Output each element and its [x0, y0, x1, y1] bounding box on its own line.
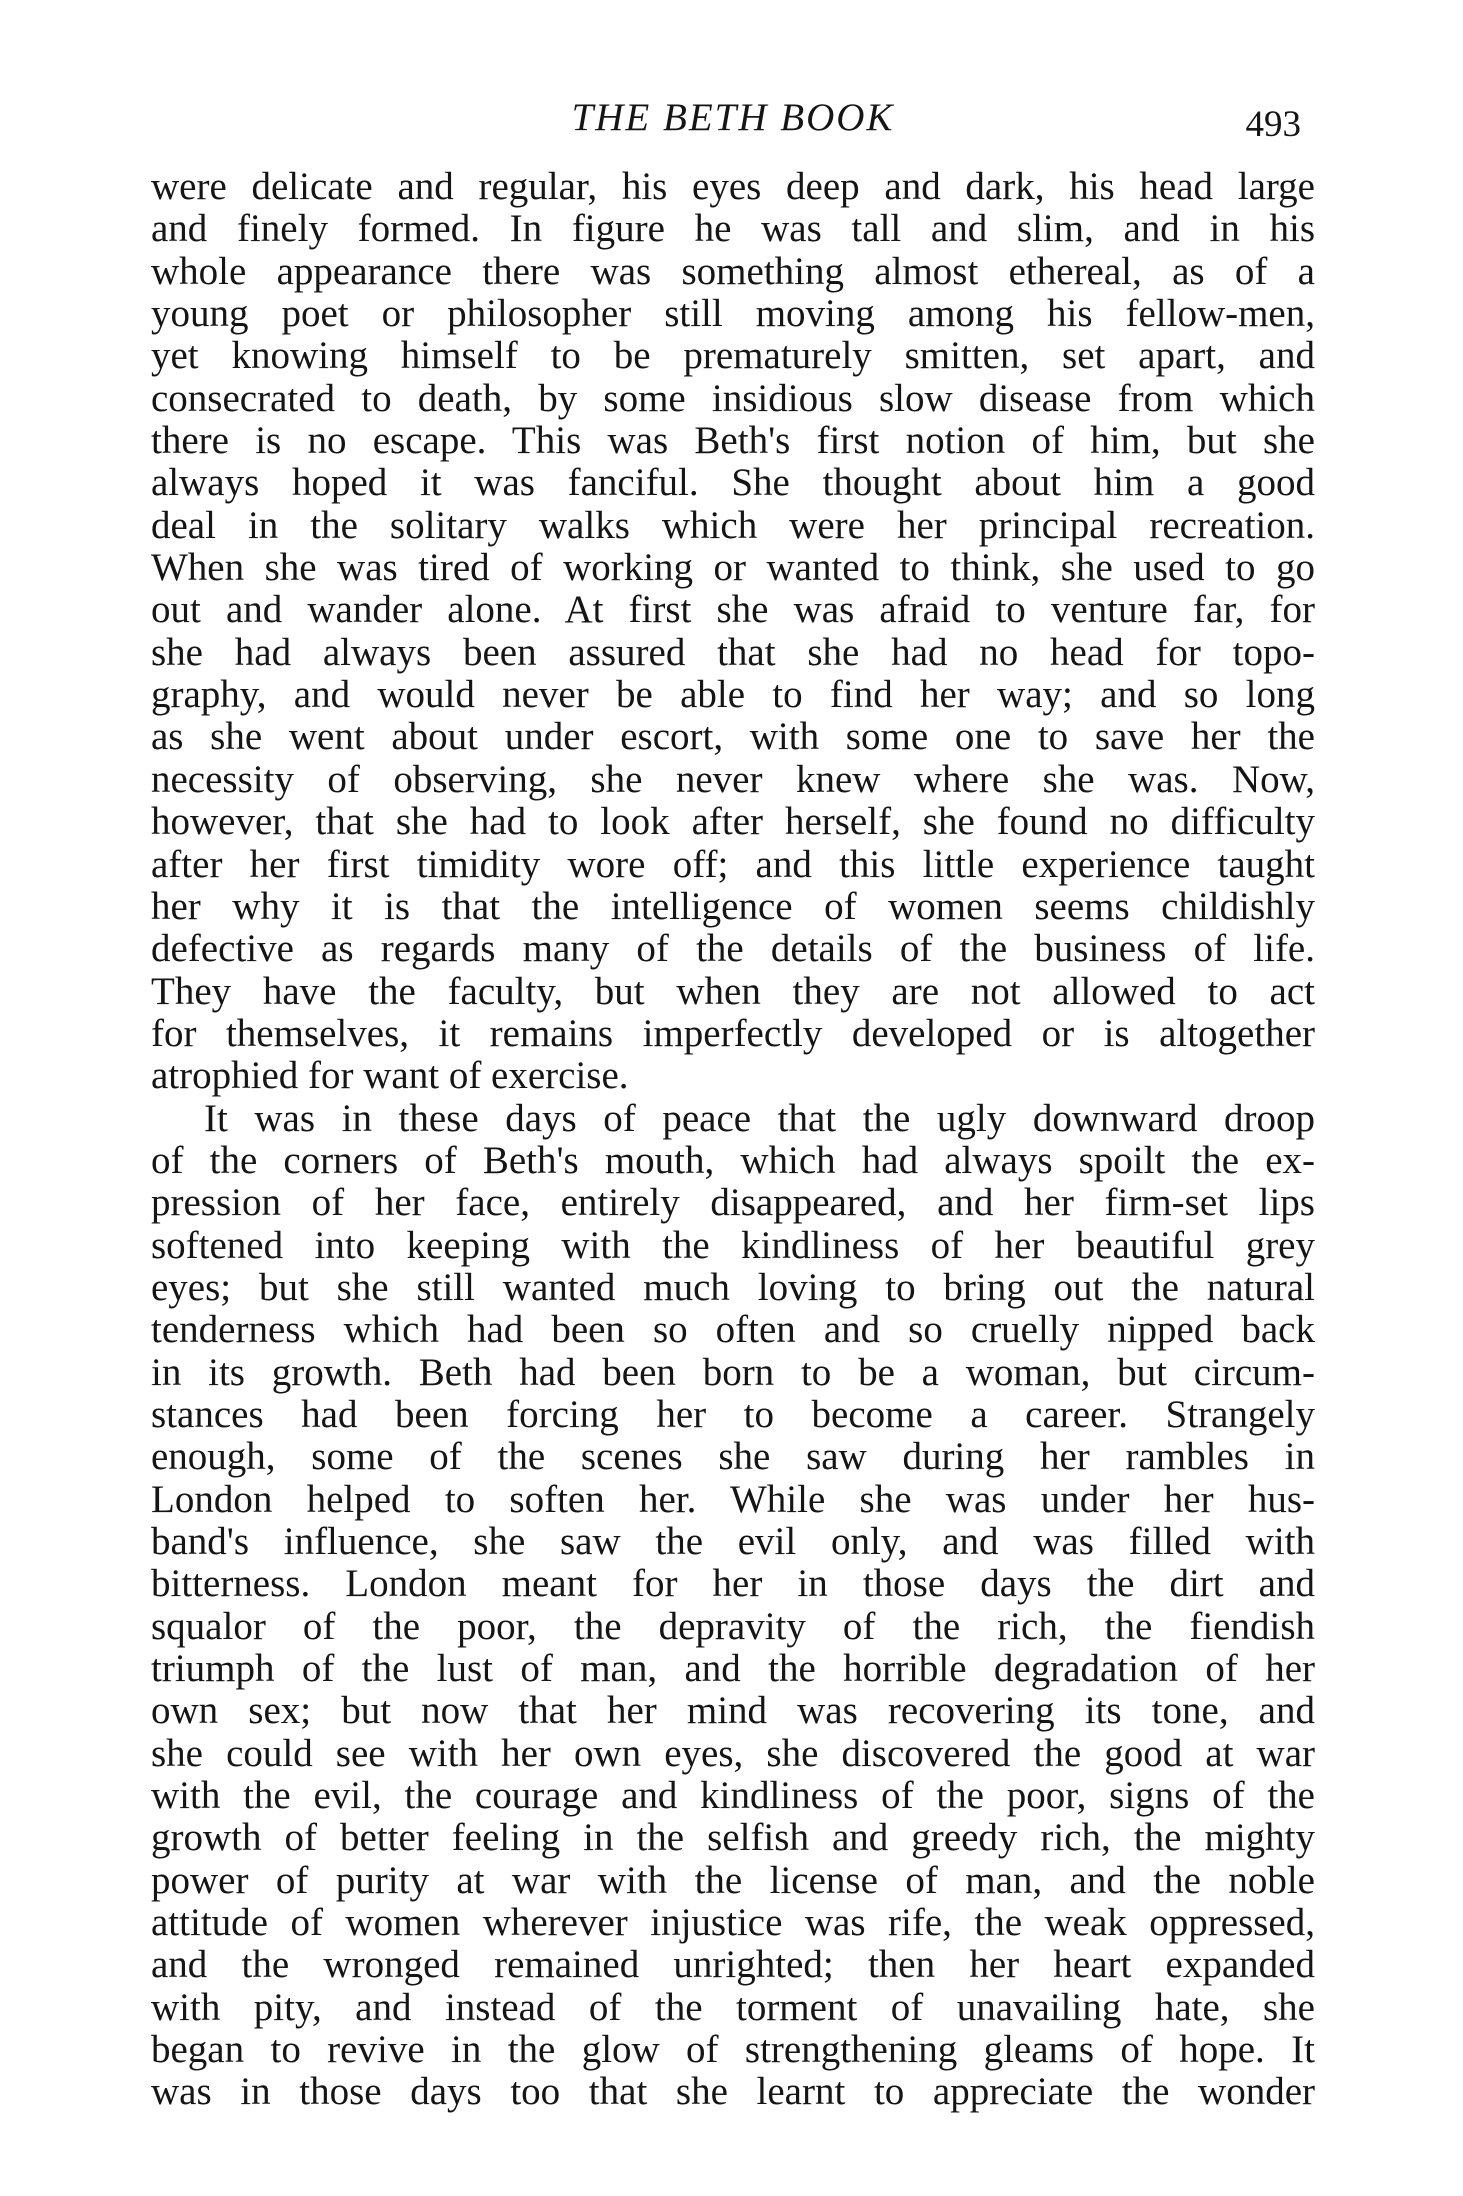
paragraph-last-line: atrophied for want of exercise. — [151, 1054, 629, 1098]
text-line: pression of her face, entirely disappeared, and her firm-set lips — [151, 1181, 1315, 1225]
text-line: were delicate and regular, his eyes deep and dark, his head large — [151, 165, 1315, 208]
text-line: yet knowing himself to be prematurely smitten, set apart, and — [151, 334, 1315, 378]
running-head — [151, 88, 1315, 148]
text-line: she had always been assured that she had no head for topo- — [151, 630, 1315, 674]
text-line: with the evil, the courage and kindliness of the poor, signs of the — [151, 1774, 1315, 1818]
text-line: she could see with her own eyes, she discovered the good at war — [151, 1731, 1315, 1775]
text-line: They have the faculty, but when they are not allowed to act — [151, 969, 1315, 1013]
body-text — [151, 166, 1315, 2114]
text-line: London helped to soften her. While she was under her hus- — [151, 1477, 1315, 1521]
text-line: When she was tired of working or wanted to think, she used to go — [151, 546, 1315, 590]
text-line: consecrated to death, by some insidious slow disease from which — [151, 376, 1315, 420]
text-line: power of purity at war with the license of man, and the noble — [151, 1858, 1315, 1902]
text-line: tenderness which had been so often and so cruelly nipped back — [151, 1308, 1315, 1352]
text-line: enough, some of the scenes she saw during her rambles in — [151, 1435, 1315, 1479]
text-line: in its growth. Beth had been born to be a woman, but circum- — [151, 1350, 1315, 1394]
text-line: bitterness. London meant for her in those days the dirt and — [151, 1562, 1315, 1606]
text-line: stances had been forcing her to become a career. Strangely — [151, 1392, 1315, 1436]
paragraph-first-line: It was in these days of peace that the ugly downward droop — [204, 1096, 1315, 1140]
page-number: 493 — [1245, 104, 1301, 145]
running-title: THE BETH BOOK — [571, 96, 895, 139]
text-line: softened into keeping with the kindliness of her beautiful grey — [151, 1223, 1315, 1267]
text-line: growth of better feeling in the selfish and greedy rich, the mighty — [151, 1816, 1315, 1860]
text-line: out and wander alone. At first she was afraid to venture far, for — [151, 588, 1315, 632]
text-line: of the corners of Beth's mouth, which had always spoilt the ex- — [151, 1138, 1315, 1182]
text-line: after her first timidity wore off; and this little experience taught — [151, 842, 1315, 886]
text-line: young poet or philosopher still moving among his fellow-men, — [151, 292, 1315, 336]
text-line: as she went about under escort, with some one to save her the — [151, 715, 1315, 759]
text-line: eyes; but she still wanted much loving to bring out the natural — [151, 1265, 1315, 1309]
text-line: attitude of women wherever injustice was rife, the weak oppressed, — [151, 1901, 1315, 1945]
text-line: there is no escape. This was Beth's first notion of him, but she — [151, 419, 1315, 463]
text-line: necessity of observing, she never knew where she was. Now, — [151, 757, 1315, 801]
text-line: band's influence, she saw the evil only, and was filled with — [151, 1520, 1315, 1563]
text-line: her why it is that the intelligence of women seems childishly — [151, 884, 1315, 928]
text-line: with pity, and instead of the torment of unavailing hate, she — [151, 1985, 1315, 2029]
text-line: and finely formed. In figure he was tall and slim, and in his — [151, 207, 1315, 251]
text-line: began to revive in the glow of strengthening gleams of hope. It — [151, 2028, 1315, 2072]
text-line: always hoped it was fanciful. She thought about him a good — [151, 461, 1315, 505]
text-line: triumph of the lust of man, and the horrible degradation of her — [151, 1647, 1315, 1691]
text-line: deal in the solitary walks which were her principal recreation. — [151, 503, 1315, 547]
text-line: was in those days too that she learnt to appreciate the wonder — [151, 2070, 1315, 2114]
text-line: for themselves, it remains imperfectly developed or is altogether — [151, 1011, 1315, 1055]
text-line: defective as regards many of the details of the business of life. — [151, 927, 1315, 971]
text-line: however, that she had to look after herself, she found no difficulty — [151, 800, 1315, 844]
text-line: graphy, and would never be able to find her way; and so long — [151, 673, 1315, 717]
text-line: and the wronged remained unrighted; then her heart expanded — [151, 1943, 1315, 1987]
text-line: squalor of the poor, the depravity of the rich, the fiendish — [151, 1604, 1315, 1648]
text-line: own sex; but now that her mind was recovering its tone, and — [151, 1689, 1315, 1733]
text-line: whole appearance there was something almost ethereal, as of a — [151, 249, 1315, 293]
